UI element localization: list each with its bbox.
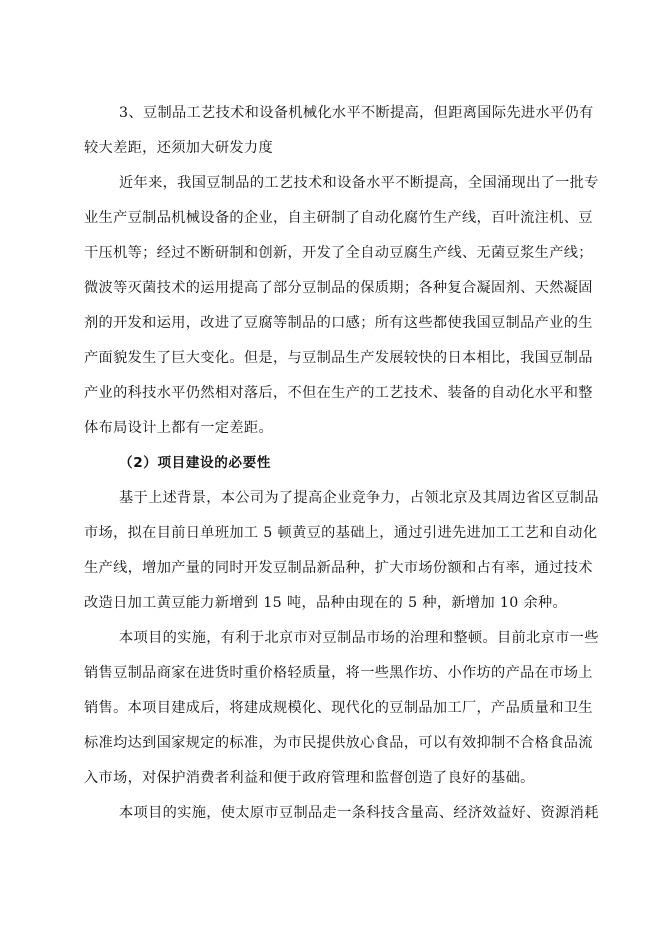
paragraph-taiyuan-line-1: 本项目的实施，使太原市豆制品走一条科技含量高、经济效益好、资源消耗 — [119, 805, 599, 821]
paragraph-beijing-market-line-1: 本项目的实施，有利于北京市对豆制品市场的治理和整顿。目前北京市一些 — [119, 630, 599, 646]
paragraph-beijing-market-line-2: 销售豆制品商家在进货时重价格轻质量，将一些黑作坊、小作坊的产品在市场上 — [84, 665, 593, 681]
paragraph-beijing-market-line-3: 销售。本项目建成后，将建成规模化、现代化的豆制品加工厂，产品质量和卫生 — [84, 700, 593, 716]
paragraph-recent-years-line-4: 微波等灭菌技术的运用提高了部分豆制品的保质期；各种复合凝固剂、天然凝固 — [84, 280, 593, 296]
paragraph-recent-years-line-2: 业生产豆制品机械设备的企业，自主研制了自动化腐竹生产线，百叶流注机、豆 — [84, 210, 593, 226]
paragraph-recent-years-line-6: 产面貌发生了巨大变化。但是，与豆制品生产发展较快的日本相比，我国豆制品 — [84, 350, 593, 366]
section3-heading-line-1: 3、豆制品工艺技术和设备机械化水平不断提高，但距离国际先进水平仍有 — [119, 105, 594, 121]
paragraph-recent-years-line-7: 产业的科技水平仍然相对落后，不但在生产的工艺技术、装备的自动化水平和整 — [84, 385, 593, 401]
paragraph-beijing-market-line-4: 标准均达到国家规定的标准，为市民提供放心食品，可以有效抑制不合格食品流 — [84, 735, 593, 751]
paragraph-recent-years-line-1: 近年来，我国豆制品的工艺技术和设备水平不断提高，全国涌现出了一批专 — [119, 175, 599, 191]
paragraph-recent-years-line-8: 体布局设计上都有一定差距。 — [84, 420, 273, 436]
paragraph-background-line-3: 生产线，增加产量的同时开发豆制品新品种，扩大市场份额和占有率，通过技术 — [84, 560, 593, 576]
subheading-project-necessity: （2）项目建设的必要性 — [119, 455, 271, 471]
paragraph-background-line-1: 基于上述背景，本公司为了提高企业竞争力，占领北京及其周边省区豆制品 — [119, 490, 599, 506]
paragraph-beijing-market-line-5: 入市场，对保护消费者利益和便于政府管理和监督创造了良好的基础。 — [84, 770, 535, 786]
paragraph-background-line-4: 改造日加工黄豆能力新增到 15 吨，品种由现在的 5 种，新增加 10 余种。 — [84, 595, 568, 611]
paragraph-recent-years-line-3: 干压机等；经过不断研制和创新，开发了全自动豆腐生产线、无菌豆浆生产线； — [84, 245, 593, 261]
section3-heading-line-2: 较大差距，还须加大研发力度 — [84, 140, 273, 156]
paragraph-recent-years-line-5: 剂的开发和运用，改进了豆腐等制品的口感；所有这些都使我国豆制品产业的生 — [84, 315, 593, 331]
paragraph-background-line-2: 市场，拟在目前日单班加工 5 顿黄豆的基础上，通过引进先进加工工艺和自动化 — [84, 525, 598, 541]
